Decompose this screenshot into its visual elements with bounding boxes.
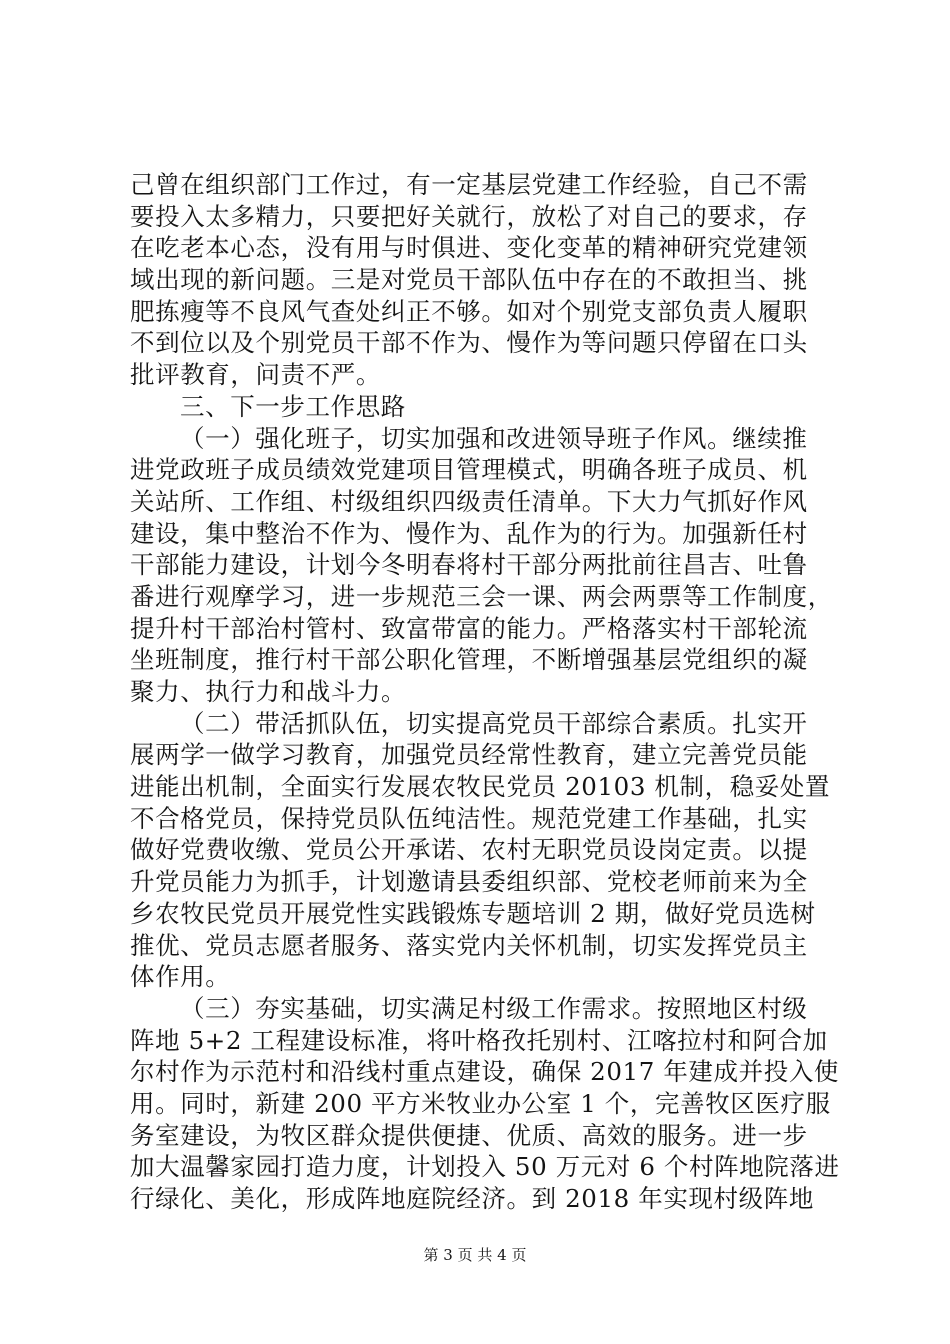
text-line: 加大温馨家园打造力度，计划投入 50 万元对 6 个村阵地院落进 bbox=[130, 1152, 840, 1181]
text-line: 务室建设，为牧区群众提供便捷、优质、高效的服务。进一步 bbox=[130, 1121, 808, 1150]
text-line: 做好党费收缴、党员公开承诺、农村无职党员设岗定责。以提 bbox=[130, 835, 808, 864]
text-line: 展两学一做学习教育，加强党员经常性教育，建立完善党员能 bbox=[130, 740, 808, 769]
page-number-footer: 第 3 页 共 4 页 bbox=[423, 1246, 527, 1264]
text-line: 尔村作为示范村和沿线村重点建设，确保 2017 年建成并投入使 bbox=[130, 1057, 840, 1086]
text-line: 行绿化、美化，形成阵地庭院经济。到 2018 年实现村级阵地 bbox=[130, 1184, 814, 1213]
text-line: 推优、党员志愿者服务、落实党内关怀机制，切实发挥党员主 bbox=[130, 931, 808, 960]
text-line: 坐班制度，推行村干部公职化管理，不断增强基层党组织的凝 bbox=[130, 645, 808, 674]
section-heading: 三、下一步工作思路 bbox=[180, 392, 406, 421]
text-line: 批评教育，问责不严。 bbox=[130, 360, 381, 389]
text-line: 关站所、工作组、村级组织四级责任清单。下大力气抓好作风 bbox=[130, 487, 808, 516]
text-line: （三）夯实基础，切实满足村级工作需求。按照地区村级 bbox=[180, 994, 808, 1023]
text-line: （一）强化班子，切实加强和改进领导班子作风。继续推 bbox=[180, 424, 808, 453]
text-line: 要投入太多精力，只要把好关就行，放松了对自己的要求，存 bbox=[130, 202, 808, 231]
text-line: 进能出机制，全面实行发展农牧民党员 20103 机制，稳妥处置 bbox=[130, 772, 831, 801]
text-line: 聚力、执行力和战斗力。 bbox=[130, 677, 407, 706]
text-line: 不合格党员，保持党员队伍纯洁性。规范党建工作基础，扎实 bbox=[130, 804, 808, 833]
text-line: 阵地 5+2 工程建设标准，将叶格孜托别村、江喀拉村和阿合加 bbox=[130, 1026, 828, 1055]
text-line: 番进行观摩学习，进一步规范三会一课、两会两票等工作制度， bbox=[130, 582, 833, 611]
text-line: 体作用。 bbox=[130, 962, 231, 991]
text-line: 干部能力建设，计划今冬明春将村干部分两批前往昌吉、吐鲁 bbox=[130, 550, 808, 579]
text-line: 域出现的新问题。三是对党员干部队伍中存在的不敢担当、挑 bbox=[130, 265, 808, 294]
text-line: 己曾在组织部门工作过，有一定基层党建工作经验，自己不需 bbox=[130, 170, 808, 199]
text-line: 建设，集中整治不作为、慢作为、乱作为的行为。加强新任村 bbox=[130, 519, 808, 548]
text-line: 在吃老本心态，没有用与时俱进、变化变革的精神研究党建领 bbox=[130, 233, 808, 262]
text-line: 肥拣瘦等不良风气查处纠正不够。如对个别党支部负责人履职 bbox=[130, 297, 808, 326]
text-line: 不到位以及个别党员干部不作为、慢作为等问题只停留在口头 bbox=[130, 328, 808, 357]
text-line: （二）带活抓队伍，切实提高党员干部综合素质。扎实开 bbox=[180, 709, 808, 738]
text-line: 提升村干部治村管村、致富带富的能力。严格落实村干部轮流 bbox=[130, 614, 808, 643]
text-line: 用。同时，新建 200 平方米牧业办公室 1 个，完善牧区医疗服 bbox=[130, 1089, 831, 1118]
text-line: 升党员能力为抓手，计划邀请县委组织部、党校老师前来为全 bbox=[130, 867, 808, 896]
text-line: 乡农牧民党员开展党性实践锻炼专题培训 2 期，做好党员选树 bbox=[130, 899, 816, 928]
text-line: 进党政班子成员绩效党建项目管理模式，明确各班子成员、机 bbox=[130, 455, 808, 484]
